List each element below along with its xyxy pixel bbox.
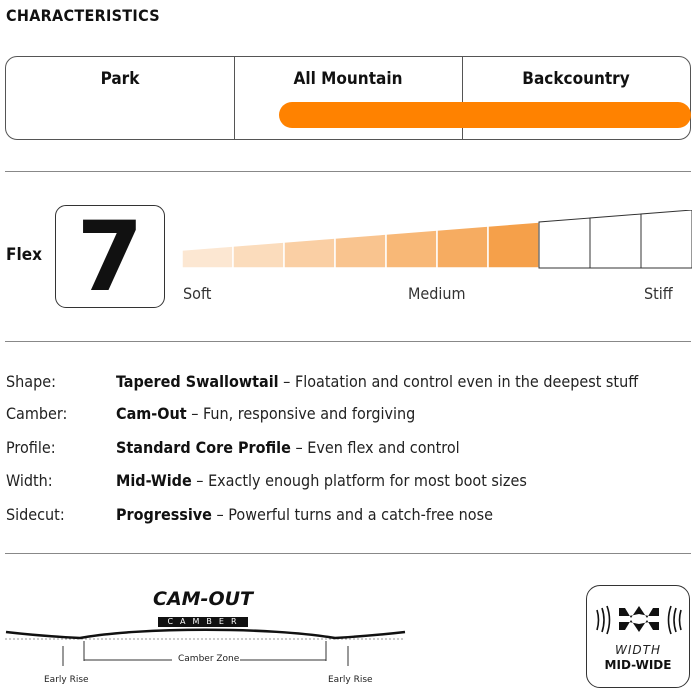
flex-rating-value: 7 [76,200,144,313]
spec-value [116,438,460,457]
camber-zone-label: Camber Zone [178,654,240,664]
terrain-label-park: Park [100,69,140,89]
mid-wide-width-icon [587,594,691,644]
flex-scale-cell [233,242,284,268]
flex-scale-cell [590,214,641,268]
flex-scale-cell [437,226,488,268]
early-rise-label-left: Early Rise [44,675,89,685]
spec-separator: – [196,471,204,490]
flex-scale-cell [539,218,590,268]
divider-line [5,553,691,554]
cam-out-logo-main: CAM-OUT [153,588,253,610]
terrain-label-all-mountain: All Mountain [293,69,403,89]
flex-scale-cell [335,234,386,268]
spec-value [116,505,493,524]
spec-desc: Even flex and control [307,438,460,457]
cam-out-logo-sub: CAMBER [158,617,247,627]
spec-desc: Fun, responsive and forgiving [202,404,416,423]
spec-key: Profile: [6,438,56,457]
width-badge-value: MID-WIDE [604,658,672,672]
terrain-label-backcountry: Backcountry [522,69,630,89]
spec-name: Progressive [116,505,212,524]
spec-separator: – [283,372,291,391]
spec-name: Cam-Out [116,404,187,423]
width-badge-label: WIDTH [615,643,661,657]
spec-separator: – [191,404,199,423]
section-title: CHARACTERISTICS [6,6,160,25]
spec-name: Tapered Swallowtail [116,372,279,391]
cam-out-logo [133,590,273,628]
spec-value [116,372,638,391]
flex-scale-cell [641,210,692,268]
spec-separator: – [295,438,303,457]
flex-scale-cell [284,238,335,268]
terrain-chart [5,56,691,140]
flex-scale-cell [488,222,539,268]
flex-scale-label-medium: Medium [408,284,466,303]
divider-line [5,341,691,342]
flex-scale-label-stiff: Stiff [644,284,673,303]
spec-desc: Exactly enough platform for most boot sizes [208,471,527,490]
flex-scale-cell [386,230,437,268]
spec-value [116,471,527,490]
spec-separator: – [216,505,224,524]
early-rise-label-right: Early Rise [328,675,373,685]
flex-scale-cell [182,246,233,268]
spec-name: Standard Core Profile [116,438,291,457]
board-profile-line [6,630,405,638]
spec-value [116,404,415,423]
divider-line [5,171,691,172]
spec-desc: Powerful turns and a catch-free nose [228,505,493,524]
flex-scale-label-soft: Soft [183,284,212,303]
width-badge [586,585,690,688]
spec-desc: Floatation and control even in the deepest stuff [294,372,639,391]
flex-label: Flex [6,245,42,265]
spec-key: Sidecut: [6,505,65,524]
terrain-col-park [6,57,234,139]
spec-key: Camber: [6,404,68,423]
terrain-range-bar [279,102,691,128]
flex-scale [182,210,692,272]
spec-key: Shape: [6,372,56,391]
flex-rating-box [55,200,165,313]
spec-key: Width: [6,471,53,490]
spec-name: Mid-Wide [116,471,192,490]
